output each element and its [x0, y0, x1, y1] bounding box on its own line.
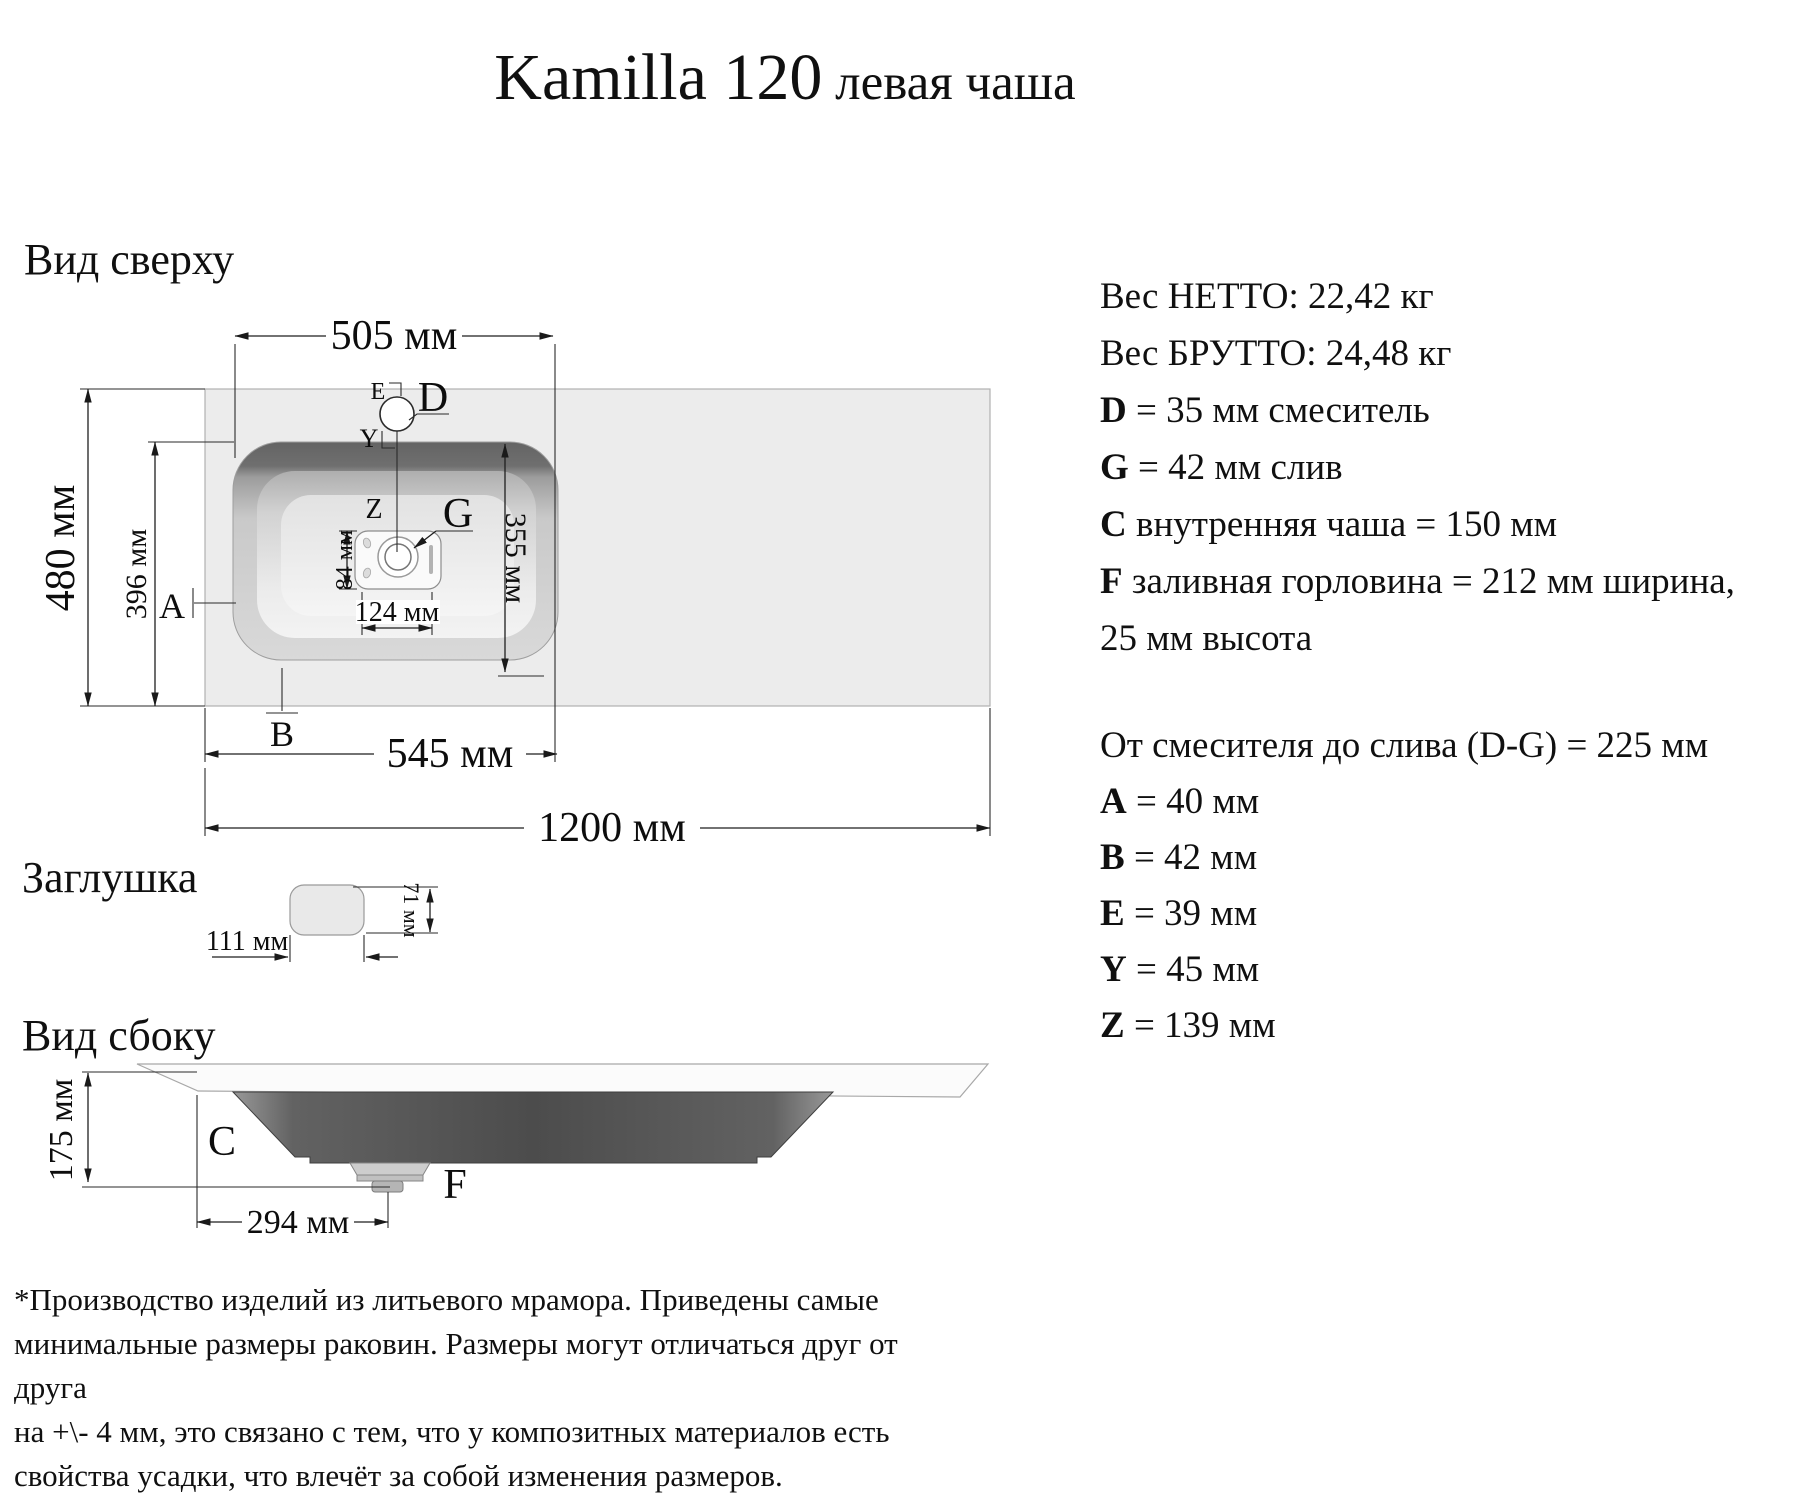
label-z: Z — [365, 494, 383, 525]
plug-drawing — [190, 858, 460, 973]
dim-480: 480 мм — [38, 484, 84, 612]
page-title — [0, 40, 1570, 116]
specs-secondary — [1100, 718, 1708, 1054]
drain-hole — [385, 544, 411, 570]
specs-primary — [1100, 268, 1735, 667]
spec-e: E = 39 мм — [1100, 893, 1258, 934]
drain-side-view — [350, 1163, 430, 1192]
dim-396: 396 мм — [120, 528, 153, 620]
label-g: G — [442, 491, 474, 537]
label-d: D — [417, 375, 449, 421]
dim-355: 355 мм — [499, 512, 532, 604]
spec-g-drain: G = 42 мм слив — [1100, 447, 1343, 488]
bowl-side-view — [233, 1092, 833, 1163]
spec-f-height: 25 мм высота — [1100, 618, 1313, 659]
spec-a: A = 40 мм — [1100, 781, 1260, 822]
spec-gross-weight: Вес БРУТТО: 24,48 кг — [1100, 333, 1452, 374]
spec-b: B = 42 мм — [1100, 837, 1258, 878]
plug-heading: Заглушка — [22, 853, 198, 902]
label-e: E — [370, 379, 386, 405]
footnote-line: *Производство изделий из литьевого мрамора. Приведены самые — [14, 1282, 879, 1317]
top-view-drawing — [0, 310, 1060, 855]
label-b: B — [269, 714, 295, 754]
spec-z: Z = 139 мм — [1100, 1005, 1276, 1046]
label-a: A — [159, 586, 185, 626]
footnote-line: свойства усадки, что влечёт за собой изменения размеров. — [14, 1458, 783, 1493]
product-name: Kamilla 120 — [494, 41, 823, 114]
spec-y: Y = 45 мм — [1100, 949, 1260, 990]
top-view-heading: Вид сверху — [24, 235, 235, 284]
footnote-line: минимальные размеры раковин. Размеры могут отличаться друг от друга — [14, 1326, 898, 1405]
dim-294: 294 мм — [246, 1204, 350, 1241]
side-view-heading: Вид сбоку — [22, 1011, 216, 1060]
dim-111: 111 мм — [205, 926, 289, 957]
dim-124: 124 мм — [354, 597, 440, 628]
footnote-line: на +\- 4 мм, это связано с тем, что у композитных материалов есть — [14, 1414, 890, 1449]
spec-d-mixer: D = 35 мм смеситель — [1100, 390, 1430, 431]
dim-505: 505 мм — [330, 313, 458, 359]
footnote — [14, 1278, 974, 1498]
plug-shape — [290, 885, 364, 935]
spec-f-filler-neck: F заливная горловина = 212 мм ширина, — [1100, 561, 1735, 602]
spec-c-inner-bowl: C внутренняя чаша = 150 мм — [1100, 504, 1558, 545]
side-view-drawing — [0, 1055, 1060, 1245]
dim-84: 84 мм — [332, 529, 358, 591]
label-f: F — [443, 1162, 467, 1208]
product-variant: левая чаша — [822, 55, 1076, 111]
label-y: Y — [359, 424, 379, 453]
dim-545: 545 мм — [386, 731, 514, 777]
drain-top-view — [355, 531, 441, 589]
label-c: C — [207, 1119, 237, 1165]
dim-1200: 1200 мм — [538, 805, 686, 851]
spec-mixer-to-drain: От смесителя до слива (D-G) = 225 мм — [1100, 725, 1709, 766]
dim-71: 71 мм — [399, 882, 424, 938]
spec-net-weight: Вес НЕТТО: 22,42 кг — [1100, 276, 1434, 317]
dim-175: 175 мм — [43, 1078, 80, 1182]
